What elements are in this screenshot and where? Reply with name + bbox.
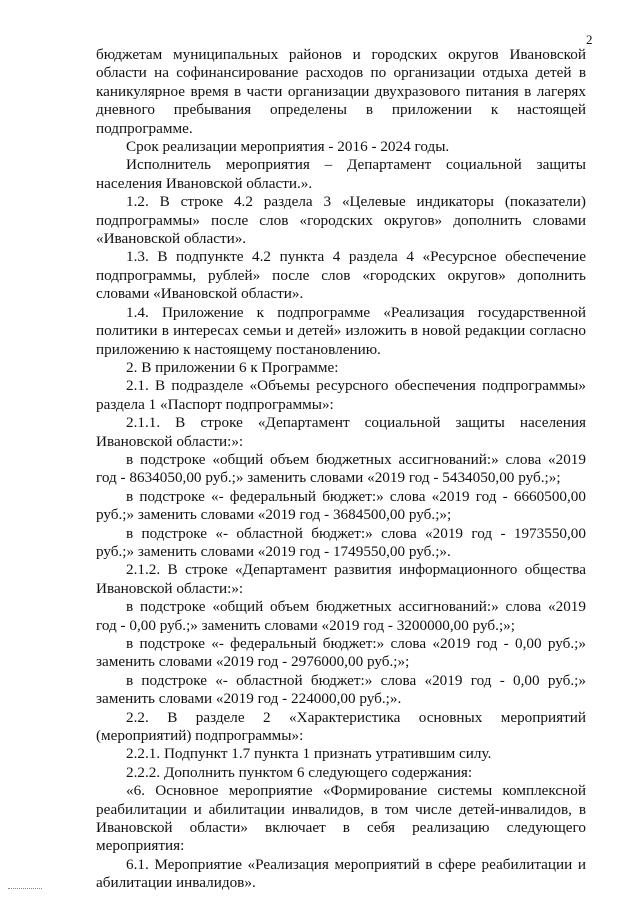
paragraph: Срок реализации мероприятия - 2016 - 2024 годы. xyxy=(126,138,450,156)
paragraph: 2.2.2. Дополнить пунктом 6 следующего содержания: xyxy=(126,763,473,781)
paragraph: в подстроке «- федеральный бюджет:» слова «2019 год - 0,00 руб.;» заменить словами «2019 год - 2976000,00 руб.;»; xyxy=(96,635,586,671)
paragraph: 2.2. В разделе 2 «Характеристика основных мероприятий (мероприятий) подпрограммы»: xyxy=(96,708,586,745)
document-body xyxy=(96,46,586,893)
paragraph: 1.3. В подпункте 4.2 пункта 4 раздела 4 «Ресурсное обеспечение подпрограммы, рублей» после слов «городских округов» дополнить словами «Ивановской области». xyxy=(96,248,586,303)
paragraph: Исполнитель мероприятия – Департамент социальной защиты населения Ивановской области.». xyxy=(96,156,586,192)
paragraph: бюджетам муниципальных районов и городских округов Ивановской области на софинансирование расходов по организации отдыха детей в каникулярное время в части организации двухразового питания в лагерях дневного пребывания определены в приложении к настоящей подпрограмме. xyxy=(96,46,586,137)
paragraph: 2.1.2. В строке «Департамент развития информационного общества Ивановской области:»: xyxy=(96,561,586,597)
paragraph: 2.1. В подразделе «Объемы ресурсного обеспечения подпрограммы» раздела 1 «Паспорт подпрограммы»: xyxy=(96,377,586,413)
paragraph: 2.2.1. Подпункт 1.7 пункта 1 признать утратившим силу. xyxy=(126,745,492,763)
paragraph: 1.4. Приложение к подпрограмме «Реализация государственной политики в интересах семьи и детей» изложить в новой редакции согласно приложению к настоящему постановлению. xyxy=(96,303,586,358)
paragraph: 2. В приложении 6 к Программе: xyxy=(126,358,339,376)
paragraph: «6. Основное мероприятие «Формирование системы комплексной реабилитации и абилитации инвалидов, в том числе детей-инвалидов, в Ивановской области» включает в себя реализацию следующего мероприятия: xyxy=(96,782,586,855)
paragraph: в подстроке «- федеральный бюджет:» слова «2019 год - 6660500,00 руб.;» заменить словами «2019 год - 3684500,00 руб.;»; xyxy=(96,487,586,524)
paragraph: в подстроке «общий объем бюджетных ассигнований:» слова «2019 год - 0,00 руб.;» заменить словами «2019 год - 3200000,00 руб.;»; xyxy=(96,598,586,634)
paragraph: в подстроке «- областной бюджет:» слова «2019 год - 1973550,00 руб.;» заменить словами «2019 год - 1749550,00 руб.;». xyxy=(96,524,586,560)
scan-artifact xyxy=(8,888,42,892)
page-number: 2 xyxy=(586,32,593,47)
paragraph: 1.2. В строке 4.2 раздела 3 «Целевые индикаторы (показатели) подпрограммы» после слов «городских округов» дополнить словами «Ивановской области». xyxy=(96,193,586,248)
paragraph: в подстроке «общий объем бюджетных ассигнований:» слова «2019 год - 8634050,00 руб.;» заменить словами «2019 год - 5434050,00 руб.;»; xyxy=(96,450,586,487)
paragraph: 6.1. Мероприятие «Реализация мероприятий в сфере реабилитации и абилитации инвалидов». xyxy=(96,855,586,892)
paragraph: 2.1.1. В строке «Департамент социальной защиты населения Ивановской области:»: xyxy=(96,414,586,450)
paragraph: в подстроке «- областной бюджет:» слова «2019 год - 0,00 руб.;» заменить словами «2019 год - 224000,00 руб.;». xyxy=(96,671,586,708)
